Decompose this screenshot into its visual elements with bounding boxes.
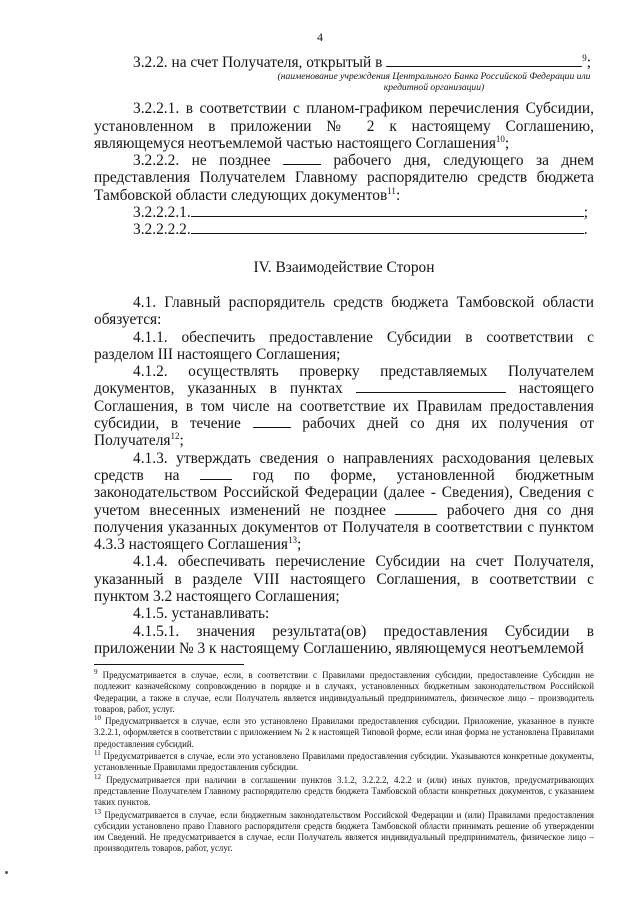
blank-field bbox=[395, 502, 437, 515]
footnote-number: 12 bbox=[94, 772, 101, 781]
footnote-divider bbox=[94, 664, 244, 665]
blank-field bbox=[386, 54, 582, 67]
blank-field bbox=[253, 415, 291, 428]
clause-text: 4.1.3. утверждать сведения о направлениях расходования целевых средств на bbox=[94, 449, 594, 484]
clause-text: рабочих дней со дня их получения от Получателя bbox=[94, 415, 594, 450]
footnote-text: Предусматривается в случае, если это установлено Правилами предоставления субсидии. Приложение, указанное в пункте 3.2.2.1, оформляется в соответствии с приложением № 2 к настоящей Типовой форме, если иная форма не установлена Правилами предоставления субсидий. bbox=[94, 716, 594, 749]
footnote-ref: 13 bbox=[287, 535, 297, 545]
clause-3-2-2: 3.2.2. на счет Получателя, открытый в $^9$; bbox=[133, 52, 592, 71]
clause-text: настоящего Соглашения, в том числе на соответствие их Правилам предоставления субсидии, в течение bbox=[94, 380, 594, 433]
footnote-ref: 12 bbox=[170, 431, 180, 442]
clause-text: рабочего дня, следующего за днем представления Получателем Главному распорядителю средств бюджета Тамбовской области следующих документов bbox=[94, 152, 594, 204]
clause-text: год по форме, установленной бюджетным законодательством Российской Федерации (далее - Сведения), Сведения с учетом внесенных изменений не позднее bbox=[94, 466, 595, 519]
blank-field bbox=[191, 221, 584, 234]
clause-4-1-3: 4.1.3. утверждать сведения о направлениях расходования целевых средств на год по форме, установленной бюджетным законодательством Российской Федерации (далее - Сведения), Сведения с учетом внесенных изменений не позднее рабочего дня со дня получения указанных документов от Получателя в соответствии с пунктом 4.3.3 настоящего Соглашения$^{13}$; bbox=[94, 449, 595, 554]
footnote-11 bbox=[94, 751, 594, 774]
clause-3-2-2-2-1: 3.2.2.2.1. ; bbox=[133, 204, 588, 222]
footnote-text: Предусматривается в случае, если бюджетным законодательством Российской Федерации и (или) Правилами предоставления субсидии установлено право Главного распорядителя средств бюджета Тамбовской области принимать решение об утверждении им Сведений. Не предусматривается в случае, если Получатель является индивидуальный предприниматель, физическое лицо – производитель товаров, работ, услуг. bbox=[94, 809, 594, 854]
clause-3-2-2-2-2: 3.2.2.2.2. . bbox=[133, 221, 588, 239]
footnote-number: 13 bbox=[94, 807, 101, 816]
footnote-ref: 10 bbox=[495, 133, 505, 144]
clause-4-1-1: 4.1.1. обеспечить предоставление Субсидии в соответствии с разделом III настоящего Соглашения; bbox=[94, 328, 594, 363]
footnote-list bbox=[94, 670, 594, 855]
blank-field bbox=[200, 467, 232, 480]
footnote-text: Предусматривается в случае, если, в соответствии с Правилами предоставления субсидии, предоставление Субсидии не подлежит казначейскому сопровождению в порядке и в случаях, установленных бюджетным законодательством Российской Федерации, а также в случае, если Получатель является индивидуальный предприниматель, физическое лицо – производитель товаров, работ, услуг. bbox=[94, 670, 594, 714]
section-title: IV. Взаимодействие Сторон bbox=[253, 258, 435, 276]
document-body bbox=[94, 54, 594, 657]
clause-4-1-4: 4.1.4. обеспечивать перечисление Субсидии на счет Получателя, указанный в разделе VIII настоящего Соглашения, в соответствии с пунктом 3.2 настоящего Соглашения; bbox=[94, 553, 594, 606]
clause-text: 3.2.2.1. в соответствии с планом-графиком перечисления Субсидии, установленном в приложении № 2 к настоящему Соглашению, являющемуся неотъемлемой частью настоящего Соглашения bbox=[94, 100, 594, 152]
clause-label: 3.2.2.2.2. bbox=[133, 221, 191, 239]
clause-text: 3.2.2. на счет Получателя, открытый в bbox=[133, 54, 383, 71]
clause-3-2-2-2: 3.2.2.2. не позднее рабочего дня, следующего за днем представления Получателем Главному распорядителю средств бюджета Тамбовской области следующих документов$^{11}$: bbox=[94, 152, 594, 204]
clause-4-1-5-1: 4.1.5.1. значения результата(ов) предоставления Субсидии в приложении № 3 к настоящему Соглашению, являющемуся неотъемлемой bbox=[94, 622, 594, 657]
clause-4-1: 4.1. Главный распорядитель средств бюджета Тамбовской области обязуется: bbox=[94, 293, 594, 329]
footnote-10 bbox=[94, 716, 594, 750]
footnotes bbox=[94, 664, 594, 856]
footnote-text: Предусматривается при наличии в соглашении пунктов 3.1.2, 3.2.2.2, 4.2.2 и (или) иных пунктов, предусматривающих представление Получателем Главному распорядителю средств бюджета Тамбовской области конкретных документов, с указанием таких пунктов. bbox=[94, 774, 595, 808]
scan-dot bbox=[5, 871, 8, 874]
clause-label: 3.2.2.2.1. bbox=[133, 204, 191, 222]
footnote-number: 9 bbox=[94, 668, 98, 677]
footnote-12 bbox=[94, 772, 595, 809]
footnote-ref: 11 bbox=[387, 185, 396, 196]
blank-field bbox=[356, 380, 506, 393]
field-hint: (наименование учреждения Центрального Банка Российской Федерации или кредитной организации) bbox=[277, 71, 591, 93]
footnote-13 bbox=[94, 807, 594, 855]
clause-4-1-2: 4.1.2. осуществлять проверку представляемых Получателем документов, указанных в пунктах настоящего Соглашения, в том числе на соответствие их Правилам предоставления субсидии, в течение рабочих дней со дня их получения от Получателя$^{12}$; bbox=[94, 363, 594, 450]
clause-3-2-2-1: 3.2.2.1. в соответствии с планом-графиком перечисления Субсидии, установленном в приложении № 2 к настоящему Соглашению, являющемуся неотъемлемой частью настоящего Соглашения$^{10}$; bbox=[94, 100, 594, 152]
clause-4-1-5: 4.1.5. устанавливать: bbox=[133, 605, 270, 623]
page-number: 4 bbox=[317, 30, 323, 44]
clause-text: 4.1.2. осуществлять проверку представляемых Получателем документов, указанных в пунктах bbox=[94, 363, 594, 398]
blank-field bbox=[283, 152, 321, 165]
clause-text: 3.2.2.2. не позднее bbox=[133, 152, 271, 170]
clause-text: рабочего дня со дня получения указанных документов от Получателя в соответствии с пунктом 4.3.3 настоящего Соглашения bbox=[94, 501, 594, 554]
footnote-9 bbox=[94, 670, 594, 715]
blank-field bbox=[191, 204, 584, 217]
footnote-ref: 9 bbox=[582, 52, 587, 63]
footnote-text: Предусматривается в случае, если это установлено Правилами предоставления субсидии. Указываются конкретные документы, установленные Правилами предоставления субсидии. bbox=[94, 751, 594, 773]
footnote-number: 11 bbox=[94, 749, 101, 758]
footnote-number: 10 bbox=[94, 714, 101, 723]
